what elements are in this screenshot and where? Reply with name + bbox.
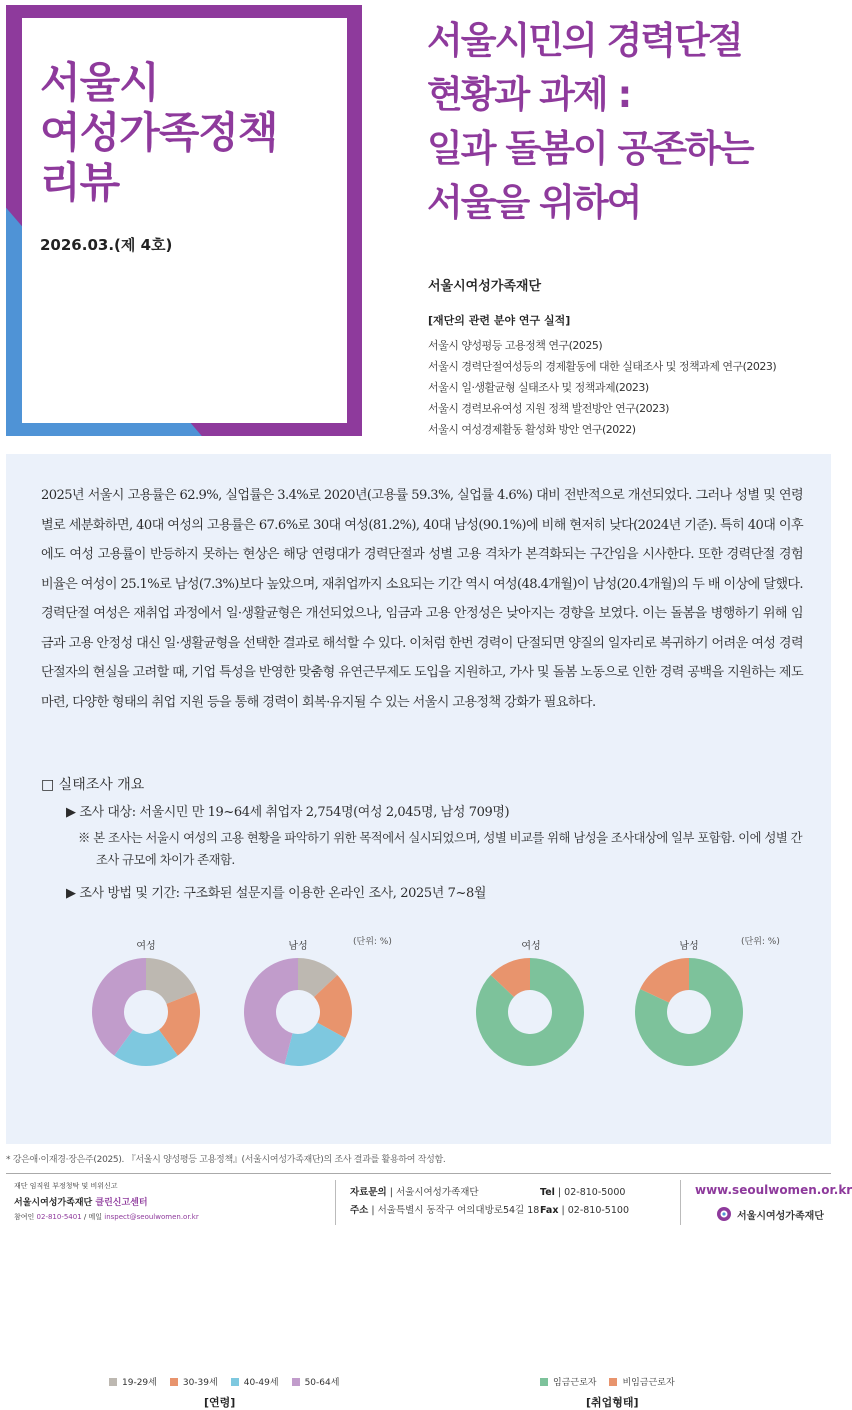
title-card [6,5,362,436]
pie-title: 남성 [288,941,308,952]
inquiry-label: 자료문의 [350,1187,387,1198]
series-title-line: 서울시 [40,58,159,107]
website-link[interactable]: www.seoulwomen.or.kr [695,1183,852,1197]
list-item: 서울시 경력보유여성 지원 정책 발전방안 연구(2023) [428,402,669,415]
pie-type-female [476,958,584,1066]
address-value: 서울특별시 동작구 여의대방로54길 18 [377,1205,540,1216]
inquiry-value: 서울시여성가족재단 [395,1187,479,1198]
foundation-logo [716,1206,824,1222]
email-link[interactable]: inspect@seoulwomen.or.kr [104,1213,199,1221]
footer-separator [680,1180,681,1225]
headline-line: 서울을 위하여 [427,181,641,224]
legend-item [170,1375,218,1388]
survey-target: ▶ 조사 대상: 서울시민 만 19~64세 취업자 2,754명(여성 2,045명, 남성 709명) [66,805,510,820]
headline [427,14,832,230]
unit-label: (단위: %) [741,937,780,947]
footer-org: 서울시여성가족재단 [14,1198,93,1208]
legend-item [231,1375,279,1388]
legend-label: 40-49세 [243,1378,279,1388]
footer-separator [335,1180,336,1225]
legend-swatch [231,1378,239,1386]
related-research [428,312,828,440]
summary-text: 2025년 서울시 고용률은 62.9%, 실업률은 3.4%로 2020년(고용률 59.3%, 실업률 4.6%) 대비 전반적으로 개선되었다. 그러나 성별 및 연령별로 세분화하면, 40대 여성의 고용률은 67.6%로 30대 여성(81.2%), 40대 남성(90.1%)에 비해 현저히 낮다(2024년 기준). 특히 40대 이후에도 여성 고용률이 반등하지 못하는 현상은 해당 연령대가 경력단절과 성별 고용 격차가 본격화되는 구간임을 시사한다. 또한 경력단절 경험 비율은 여성이 25.1%로 남성(7.3%)보다 높았으며, 재취업까지 소요되는 기간 역시 여성(48.4개월)이 남성(20.4개월)의 두 배 이상에 달했다. 경력단절 여성은 재취업 과정에서 일·생활균형은 개선되었으나, 임금과 고용 안정성은 낮아지는 경향을 보였다. 이는 돌봄을 병행하기 위해 임금과 고용 안정성 대신 일·생활균형을 선택한 결과로 해석할 수 있다. 이처럼 한번 경력이 단절되면 양질의 일자리로 복귀하기 어려운 여성 경력단절자의 현실을 고려할 때, 기업 특성을 반영한 맞춤형 유연근무제도 도입을 지원하고, 가사 및 돌봄 노동으로 인한 경력 공백을 지원하는 제도 마련, 다양한 형태의 취업 지원 등을 통해 경력이 회복·유지될 수 있는 서울시 고용정책 강화가 필요하다. [41,488,803,710]
legend-swatch [170,1378,178,1386]
tel-value: 02-810-5000 [564,1187,626,1198]
legend-swatch [609,1378,617,1386]
headline-line: 일과 돌봄이 공존하는 [427,127,753,170]
legend-label: 19-29세 [122,1378,157,1388]
card-inner [22,18,347,423]
list-item: 서울시 경력단절여성등의 경제활동에 대한 실태조사 및 정책과제 연구(2023) [428,360,777,373]
list-item: 서울시 여성경제활동 활성화 방안 연구(2022) [428,423,636,436]
footnote: * 강은애·이재경·장은주(2025). 『서울시 양성평등 고용정책』(서울시여성가족재단)의 조사 결과를 활용하여 작성함. [6,1155,446,1165]
report-line: 재단 임직원 부정청탁 및 비위신고 [14,1182,118,1190]
headline-line: 현황과 과제 : [427,73,631,116]
report-center-name [14,1195,199,1208]
unit-label: (단위: %) [353,937,392,947]
pie-type-male [635,958,743,1066]
issue-number: 2026.03.(제 4호) [40,236,173,254]
legend-item [540,1375,596,1388]
legend-age [109,1375,352,1388]
legend-item [292,1375,340,1388]
footer-inquiry: 자료문의 | 서울시여성가족재단 주소 | 서울특별시 동작구 여의대방로54길 18 [350,1187,540,1216]
series-title-line: 리뷰 [40,158,120,207]
footer-phone: Tel | 02-810-5000 Fax | 02-810-5100 [540,1187,629,1216]
fax-label: Fax [540,1205,559,1216]
email-label: 메일 [88,1213,103,1221]
legend-label: 임금근로자 [553,1378,597,1388]
related-research-list [428,335,828,440]
series-title-line: 여성가족정책 [40,108,278,157]
legend-item [609,1375,674,1388]
list-item: 서울시 일·생활균형 실태조사 및 정책과제(2023) [428,381,649,394]
pie-title: 남성 [679,941,699,952]
footer-divider [6,1173,831,1174]
footer-report-center [14,1181,199,1222]
legend-item [109,1375,157,1388]
survey-heading: □ 실태조사 개요 [41,777,145,793]
related-research-title: [재단의 관련 분야 연구 실적] [428,314,571,327]
pie-title: 여성 [136,941,156,952]
survey-note: ※ 본 조사는 서울시 여성의 고용 현황을 파악하기 위한 목적에서 실시되었으며, 성별 비교를 위해 남성을 조사대상에 일부 포함함. 이에 성별 간 조사 규모에 차이가 존재함. [78,831,803,867]
pie-title: 여성 [521,941,541,952]
phone-value: 02-810-5401 [36,1213,82,1221]
organization-name: 서울시여성가족재단 [428,279,542,294]
headline-line: 서울시민의 경력단절 [427,19,742,62]
legend-swatch [292,1378,300,1386]
address-label: 주소 [350,1205,369,1216]
logo-icon [716,1206,732,1222]
group-label-age: [연령] [204,1396,236,1409]
group-label-type: [취업형태] [586,1396,639,1409]
pie-age-female [92,958,200,1066]
pie-age-male [244,958,352,1066]
legend-type [540,1375,688,1388]
report-contact: 참여인 02-810-5401 / 메일 inspect@seoulwomen.or.kr [14,1213,199,1221]
legend-swatch [540,1378,548,1386]
list-item: 서울시 양성평등 고용정책 연구(2025) [428,339,603,352]
logo-text: 서울시여성가족재단 [737,1210,824,1222]
phone-label: 참여인 [14,1213,35,1221]
series-title [40,58,277,208]
legend-label: 50-64세 [304,1378,340,1388]
legend-label: 비임금근로자 [622,1378,675,1388]
survey-method: ▶ 조사 방법 및 기간: 구조화된 설문지를 이용한 온라인 조사, 2025년 7~8월 [66,886,487,901]
legend-label: 30-39세 [182,1378,218,1388]
legend-swatch [109,1378,117,1386]
footer-center: 클린신고센터 [95,1198,148,1208]
tel-label: Tel [540,1187,555,1198]
fax-value: 02-810-5100 [567,1205,629,1216]
